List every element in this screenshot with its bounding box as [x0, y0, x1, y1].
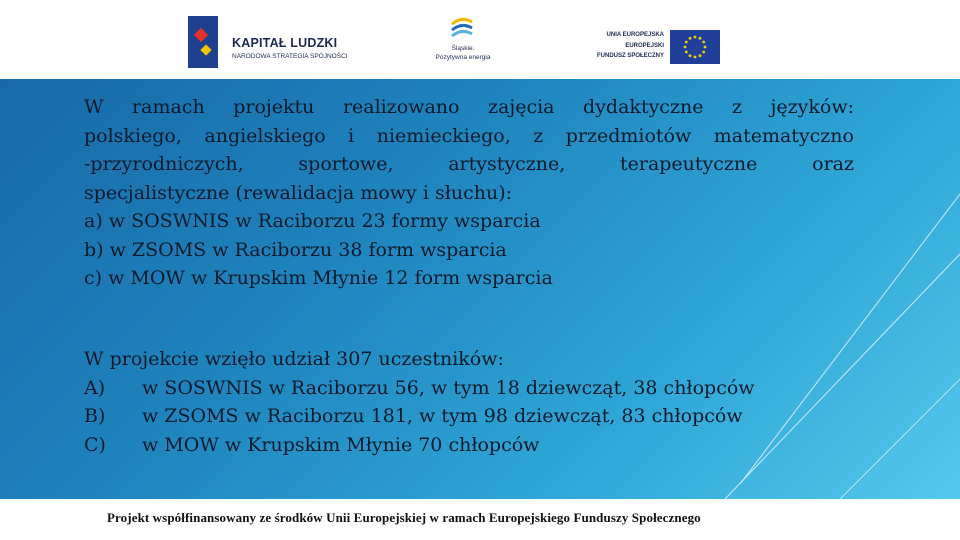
list-item: b) w ZSOMS w Raciborzu 38 form wsparcia	[84, 238, 507, 261]
list-item	[84, 402, 864, 431]
paragraph-line: -przyrodniczych, sportowe, artystyczne, terapeutyczne oraz	[84, 153, 854, 175]
participants-paragraph	[84, 345, 864, 459]
paragraph-line: W ramach projektu realizowano zajęcia dydaktyczne z języków:	[84, 96, 854, 118]
paragraph-line: specjalistyczne (rewalidacja mowy i słuchu):	[84, 181, 513, 204]
kapital-ludzki-subtitle: NARODOWA STRATEGIA SPÓJNOŚCI	[232, 53, 348, 60]
eu-efs-logo	[592, 28, 722, 68]
slaskie-emblem-icon	[448, 16, 476, 42]
kapital-ludzki-title: KAPITAŁ LUDZKI	[232, 36, 338, 50]
list-item-label: B)	[84, 405, 106, 427]
list-item-label: A)	[84, 376, 106, 399]
paragraph-line: polskiego, angielskiego i niemieckiego, z przedmiotów matematyczno	[84, 124, 854, 147]
list-item-label: C)	[84, 433, 106, 456]
slaskie-subtitle: Pozytywna energia	[435, 54, 491, 61]
list-item: a) w SOSWNIS w Raciborzu 23 formy wsparcia	[84, 210, 541, 232]
list-item-text: w ZSOMS w Raciborzu 181, w tym 98 dziewcząt, 83 chłopców	[142, 405, 743, 427]
forms-of-support-paragraph	[84, 93, 854, 293]
ue-line-3: FUNDUSZ SPOŁECZNY	[596, 53, 664, 59]
list-item: c) w MOW w Krupskim Młynie 12 form wsparcia	[84, 267, 553, 289]
footer	[0, 499, 960, 540]
slide-body	[0, 79, 960, 499]
kapital-ludzki-emblem-icon	[188, 16, 218, 68]
slaskie-title: Śląskie.	[451, 45, 475, 52]
ue-line-1: UNIA EUROPEJSKA	[606, 32, 664, 38]
cofinancing-note: Projekt współfinansowany ze środków Unii Europejskiej w ramach Europejskiego Funduszy Społecznego	[107, 510, 701, 525]
eu-flag-icon	[670, 30, 720, 64]
ue-line-2: EUROPEJSKI	[625, 43, 664, 49]
kapital-ludzki-logo	[188, 16, 368, 72]
list-item-text: w MOW w Krupskim Młynie 70 chłopców	[142, 433, 540, 456]
logo-header	[0, 0, 960, 79]
list-item	[84, 374, 864, 403]
list-item-text: w SOSWNIS w Raciborzu 56, w tym 18 dziewcząt, 38 chłopców	[142, 376, 755, 399]
list-item	[84, 431, 864, 460]
participants-intro: W projekcie wzięło udział 307 uczestników:	[84, 348, 504, 370]
slaskie-logo	[430, 14, 496, 70]
